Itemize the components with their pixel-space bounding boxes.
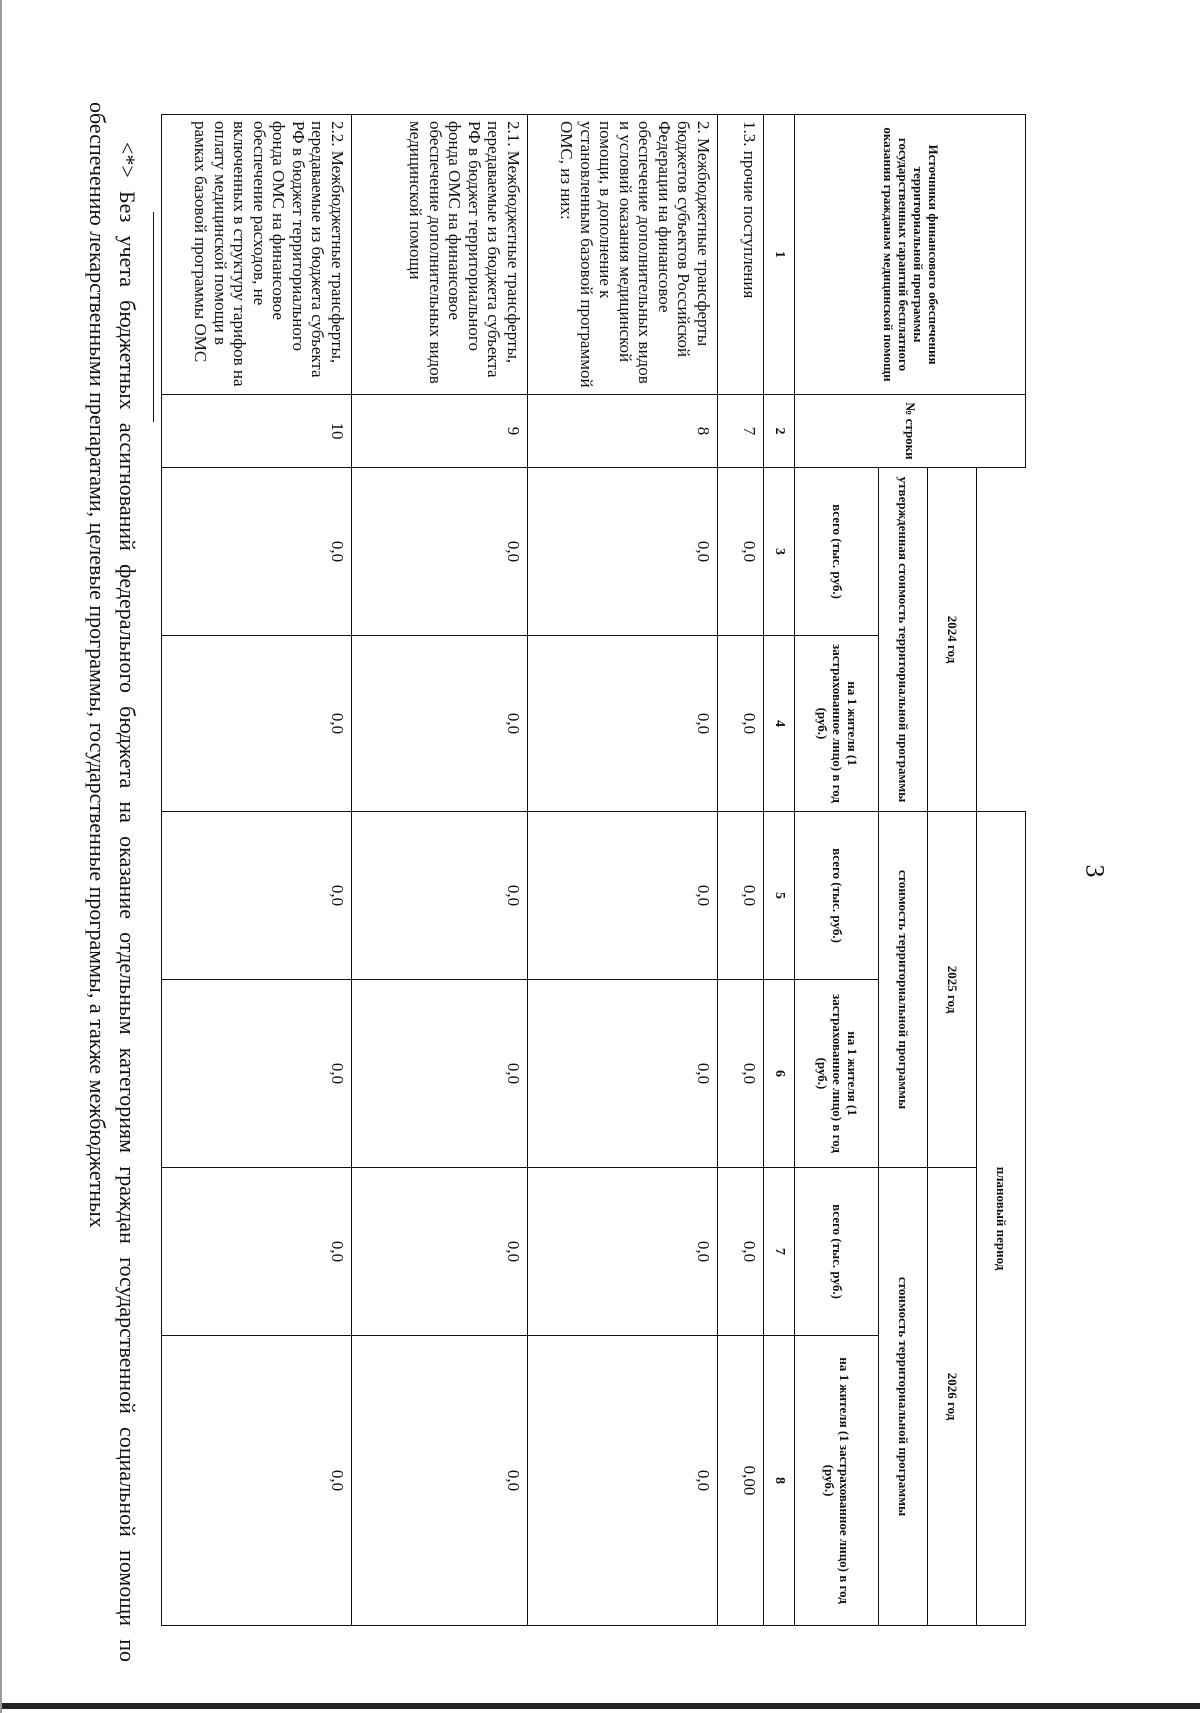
- value-total-2024: 0,0: [162, 468, 352, 636]
- row-source-label: 2. Межбюджетные трансферты бюджетов субъектов Российской Федерации на финансовое обеспечение дополнительных видов и условий оказания медицинской помощи, в дополнение к установленным базовой программой ОМС, из них:: [528, 115, 718, 395]
- table-row: [528, 115, 718, 1626]
- value-per-capita-2024: 0,0: [352, 636, 528, 812]
- header-approved-cost: утвержденная стоимость территориальной программы: [879, 468, 928, 812]
- table-row: [718, 115, 764, 1626]
- row-source-label: 1.3. прочие поступления: [718, 115, 764, 395]
- column-number: 8: [764, 1336, 795, 1626]
- column-number: 5: [764, 812, 795, 980]
- value-total-2024: 0,0: [352, 468, 528, 636]
- header-per-capita-2025: на 1 жителя (1 застрахованное лицо) в год (руб.): [795, 980, 879, 1168]
- header-year-2025: 2025 год: [928, 812, 977, 1168]
- value-total-2024: 0,0: [528, 468, 718, 636]
- financing-table: [161, 114, 1026, 1626]
- header-empty: [977, 468, 1026, 812]
- row-source-label: 2.2. Межбюджетные трансферты, передаваемые из бюджета субъекта РФ в бюджет территориального фонда ОМС на финансовое обеспечение расходов, не включенных в структуру тарифов на оплату медицинской помощи в рамках базовой программы ОМС: [162, 115, 352, 395]
- value-per-capita-2024: 0,0: [162, 636, 352, 812]
- header-year-2026: 2026 год: [928, 1168, 977, 1626]
- row-number: 10: [162, 395, 352, 468]
- table-row: [352, 115, 528, 1626]
- row-number: 9: [352, 395, 528, 468]
- value-total-2025: 0,0: [718, 812, 764, 980]
- header-source: Источники финансового обеспечения территориальной программы государственных гарантий бесплатного оказания гражданам медицинской помощи: [795, 115, 1026, 395]
- header-planning-period: плановый период: [977, 812, 1026, 1626]
- value-total-2025: 0,0: [352, 812, 528, 980]
- column-number: 1: [764, 115, 795, 395]
- value-total-2026: 0,0: [718, 1168, 764, 1336]
- page-number: 3: [1080, 864, 1110, 878]
- value-total-2024: 0,0: [718, 468, 764, 636]
- column-number: 7: [764, 1168, 795, 1336]
- footnote-text: <*> Без учета бюджетных ассигнований федерального бюджета на оказание отдельным категориям граждан государственной социальной помощи по обеспечению лекарственными препаратами, целевые программы, государственные программы, а также межбюджетных: [84, 102, 140, 1662]
- header-total-2026: всего (тыс. руб.): [795, 1168, 879, 1336]
- value-total-2026: 0,0: [352, 1168, 528, 1336]
- value-per-capita-2025: 0,0: [718, 980, 764, 1168]
- header-row-no: № строки: [795, 395, 1026, 468]
- footnote-divider: [153, 212, 154, 422]
- column-number-row: [764, 115, 795, 1626]
- value-per-capita-2026: 0,0: [528, 1336, 718, 1626]
- header-total-2025: всего (тыс. руб.): [795, 812, 879, 980]
- value-per-capita-2026: 0,00: [718, 1336, 764, 1626]
- value-total-2026: 0,0: [162, 1168, 352, 1336]
- value-per-capita-2025: 0,0: [162, 980, 352, 1168]
- column-number: 2: [764, 395, 795, 468]
- value-total-2025: 0,0: [528, 812, 718, 980]
- value-total-2026: 0,0: [528, 1168, 718, 1336]
- header-cost-2025: стоимость территориальной программы: [879, 812, 928, 1168]
- header-total-2024: всего (тыс. руб.): [795, 468, 879, 636]
- table-row: [162, 115, 352, 1626]
- column-number: 4: [764, 636, 795, 812]
- value-per-capita-2026: 0,0: [352, 1336, 528, 1626]
- value-per-capita-2026: 0,0: [162, 1336, 352, 1626]
- header-year-2024: 2024 год: [928, 468, 977, 812]
- value-per-capita-2025: 0,0: [528, 980, 718, 1168]
- header-per-capita-2024: на 1 жителя (1 застрахованное лицо) в год (руб.): [795, 636, 879, 812]
- header-cost-2026: стоимость территориальной программы: [879, 1168, 928, 1626]
- value-per-capita-2024: 0,0: [718, 636, 764, 812]
- column-number: 3: [764, 468, 795, 636]
- value-per-capita-2025: 0,0: [352, 980, 528, 1168]
- column-number: 6: [764, 980, 795, 1168]
- row-number: 7: [718, 395, 764, 468]
- row-number: 8: [528, 395, 718, 468]
- value-per-capita-2024: 0,0: [528, 636, 718, 812]
- header-per-capita-2026: на 1 жителя (1 застрахованное лицо) в год (руб.): [795, 1336, 879, 1626]
- value-total-2025: 0,0: [162, 812, 352, 980]
- row-source-label: 2.1. Межбюджетные трансферты, передаваемые из бюджета субъекта РФ в бюджет территориального фонда ОМС на финансовое обеспечение дополнительных видов медицинской помощи: [352, 115, 528, 395]
